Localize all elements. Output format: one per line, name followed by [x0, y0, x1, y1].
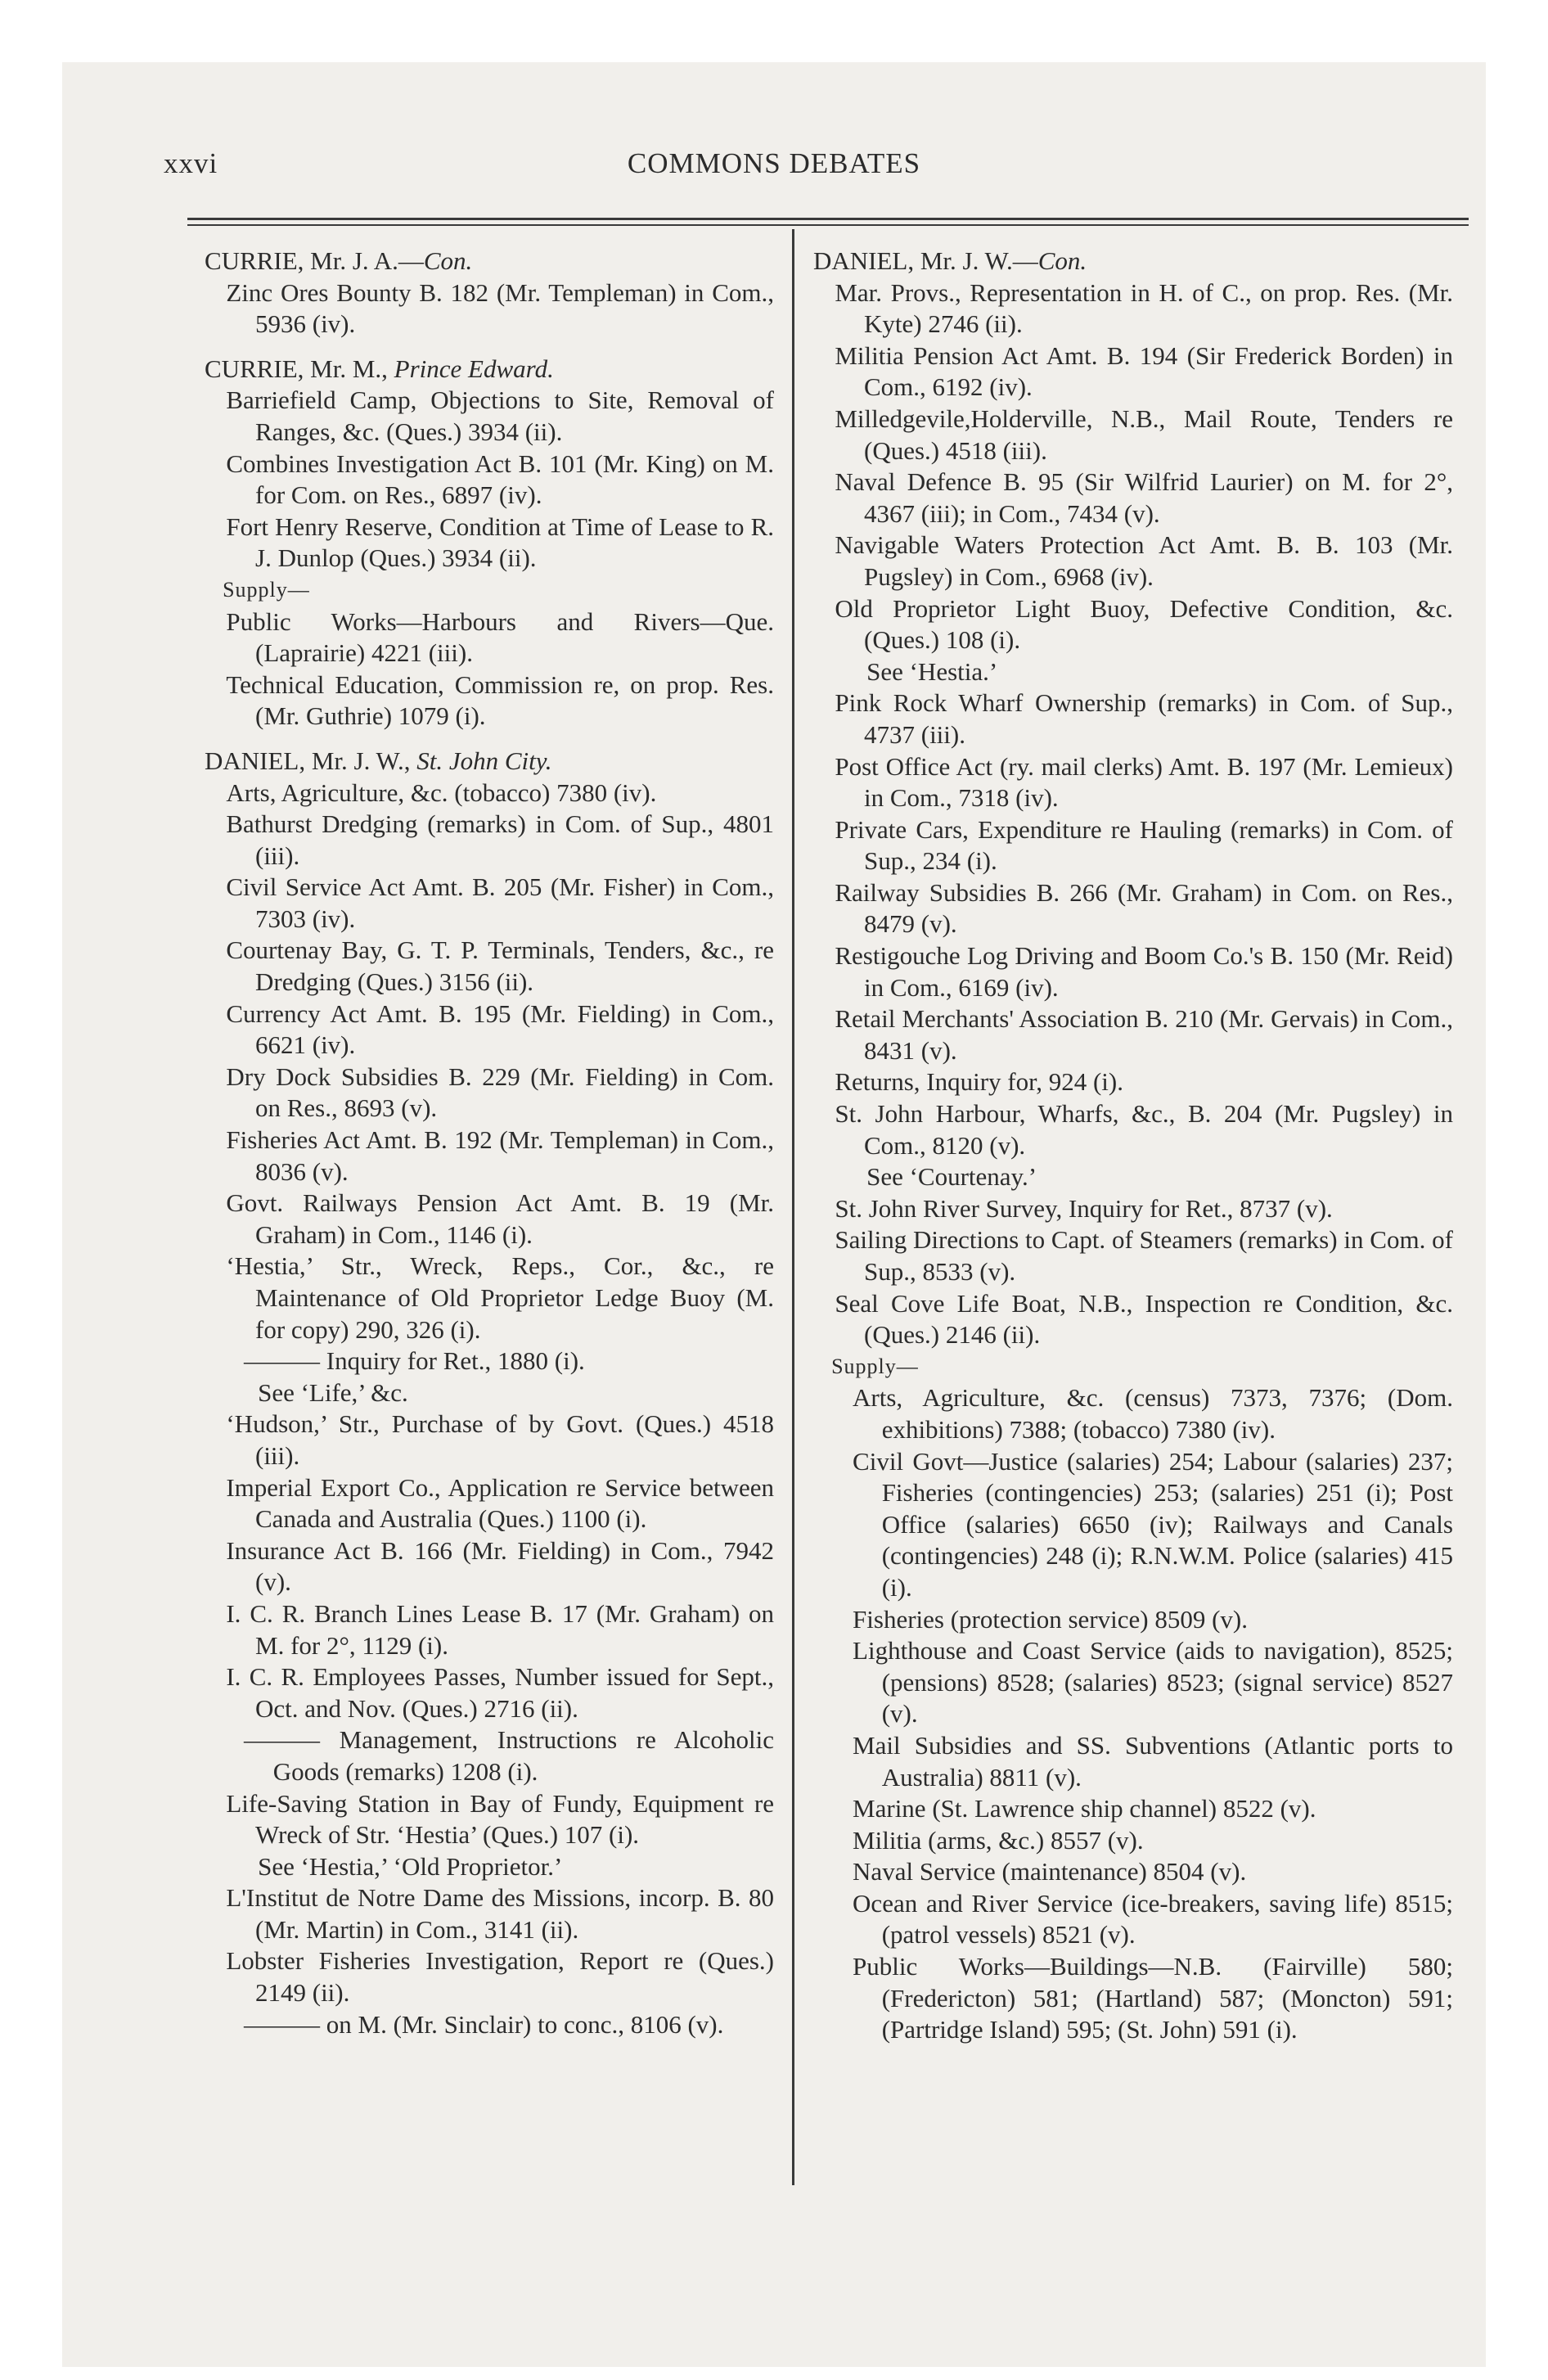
index-entry — [813, 1003, 1453, 1066]
index-entry — [813, 1193, 1453, 1225]
index-entry — [205, 1945, 774, 2008]
entry-text: Currency Act Amt. B. 195 (Mr. Fielding) in Com., 6621 (iv). — [226, 998, 774, 1060]
index-entry — [205, 1788, 774, 1851]
entry-text: Old Proprietor Light Buoy, Defective Condition, &c. (Ques.) 108 (i). — [835, 593, 1453, 655]
index-entry — [205, 1062, 774, 1125]
entry-text: CURRIE, Mr. M., — [205, 354, 394, 383]
member-heading — [205, 246, 774, 277]
entry-text: Militia (arms, &c.) 8557 (v). — [853, 1825, 1144, 1855]
index-subentry — [205, 1724, 774, 1787]
entry-text: Fort Henry Reserve, Condition at Time of Lease to R. J. Dunlop (Ques.) 3934 (ii). — [226, 512, 774, 573]
index-subentry — [813, 1951, 1453, 2046]
left-column — [205, 246, 774, 2040]
index-entry — [813, 1224, 1453, 1287]
entry-text: Fisheries Act Amt. B. 192 (Mr. Templeman) in Com., 8036 (v). — [226, 1125, 774, 1186]
entry-text: Navigable Waters Protection Act Amt. B. B. 103 (Mr. Pugsley) in Com., 6968 (iv). — [835, 530, 1453, 591]
entry-text: See ‘Courtenay.’ — [866, 1162, 1037, 1192]
index-subentry — [813, 1888, 1453, 1951]
entry-text: Returns, Inquiry for, 924 (i). — [835, 1067, 1123, 1097]
index-entry — [813, 530, 1453, 593]
constituency: Con. — [423, 246, 473, 275]
cross-reference — [813, 1161, 1453, 1193]
entry-text: DANIEL, Mr. J. W.— — [813, 246, 1038, 275]
entry-text: Civil Service Act Amt. B. 205 (Mr. Fisher) in Com., 7303 (iv). — [226, 872, 774, 933]
entry-text: ——— on M. (Mr. Sinclair) to conc., 8106 (v). — [244, 2009, 724, 2039]
entry-text: ‘Hestia,’ Str., Wreck, Reps., Cor., &c., re Maintenance of Old Proprietor Ledge Buoy (M. for copy) 290, 326 (i). — [226, 1251, 774, 1344]
entry-text: Naval Defence B. 95 (Sir Wilfrid Laurier) on M. for 2°, 4367 (iii); in Com., 7434 (v). — [835, 467, 1453, 528]
index-entry — [813, 467, 1453, 530]
entry-text: Retail Merchants' Association B. 210 (Mr. Gervais) in Com., 8431 (v). — [835, 1004, 1453, 1065]
entry-text: Pink Rock Wharf Ownership (remarks) in Com. of Sup., 4737 (iii). — [835, 688, 1453, 749]
index-entry — [205, 935, 774, 998]
entry-text: St. John Harbour, Wharfs, &c., B. 204 (Mr. Pugsley) in Com., 8120 (v). — [835, 1099, 1453, 1160]
entry-text: Combines Investigation Act B. 101 (Mr. King) on M. for Com. on Res., 6897 (iv). — [226, 449, 774, 510]
entry-text: ——— Inquiry for Ret., 1880 (i). — [244, 1346, 585, 1376]
index-entry — [813, 340, 1453, 403]
entry-text: Courtenay Bay, G. T. P. Terminals, Tenders, &c., re Dredging (Ques.) 3156 (ii). — [226, 935, 774, 997]
index-entry — [813, 751, 1453, 814]
index-entry — [205, 606, 774, 669]
entry-text: Restigouche Log Driving and Boom Co.'s B. 150 (Mr. Reid) in Com., 6169 (iv). — [835, 941, 1453, 1002]
index-subentry — [813, 1793, 1453, 1825]
index-entry — [813, 403, 1453, 467]
index-subentry — [813, 1856, 1453, 1888]
entry-text: Private Cars, Expenditure re Hauling (remarks) in Com. of Sup., 234 (i). — [835, 814, 1453, 876]
member-heading — [205, 746, 774, 778]
column-divider — [792, 229, 794, 2185]
index-entry — [205, 872, 774, 935]
index-entry — [205, 809, 774, 872]
index-subentry — [205, 2009, 774, 2041]
entry-text: Lobster Fisheries Investigation, Report re (Ques.) 2149 (ii). — [226, 1946, 774, 2008]
index-entry — [205, 512, 774, 575]
entry-text: Mail Subsidies and SS. Subventions (Atlantic ports to Australia) 8811 (v). — [853, 1730, 1453, 1792]
entry-text: Arts, Agriculture, &c. (tobacco) 7380 (iv). — [226, 778, 657, 807]
index-entry — [813, 814, 1453, 877]
entry-text: See ‘Life,’ &c. — [258, 1377, 408, 1407]
constituency: Prince Edward. — [394, 354, 554, 383]
entry-text: Life-Saving Station in Bay of Fundy, Equipment re Wreck of Str. ‘Hestia’ (Ques.) 107 (i). — [226, 1788, 774, 1850]
header-rule — [187, 218, 1469, 220]
entry-text: Civil Govt—Justice (salaries) 254; Labour (salaries) 237; Fisheries (contingencies) 253; (salaries) 251 (i); Post Office (salaries) 6650 (iv); Railways and Canals (contingencies) 248 (i); R.N.W.M. Police (salaries) 415 (i). — [853, 1446, 1453, 1602]
cross-reference — [205, 1851, 774, 1883]
entry-text: Mar. Provs., Representation in H. of C., on prop. Res. (Mr. Kyte) 2746 (ii). — [835, 277, 1453, 339]
entry-text: DANIEL, Mr. J. W., — [205, 746, 417, 775]
entry-text: Bathurst Dredging (remarks) in Com. of Sup., 4801 (iii). — [226, 809, 774, 870]
index-entry — [205, 1661, 774, 1724]
index-entry — [205, 385, 774, 448]
page-header — [62, 147, 1486, 188]
index-subentry — [813, 1604, 1453, 1636]
index-entry — [205, 1251, 774, 1346]
entry-text: I. C. R. Employees Passes, Number issued for Sept., Oct. and Nov. (Ques.) 2716 (ii). — [226, 1662, 774, 1723]
index-entry — [205, 1125, 774, 1188]
entry-text: Public Works—Buildings—N.B. (Fairville) 580; (Fredericton) 581; (Hartland) 587; (Moncton) 591; (Partridge Island) 595; (St. John) 591 (i). — [853, 1952, 1453, 2044]
cross-reference — [813, 656, 1453, 688]
index-subentry — [813, 1635, 1453, 1730]
entry-text: Railway Subsidies B. 266 (Mr. Graham) in Com. on Res., 8479 (v). — [835, 877, 1453, 939]
entry-text: Technical Education, Commission re, on prop. Res. (Mr. Guthrie) 1079 (i). — [226, 669, 774, 731]
entry-text: Seal Cove Life Boat, N.B., Inspection re Condition, &c. (Ques.) 2146 (ii). — [835, 1288, 1453, 1350]
entry-text: Insurance Act B. 166 (Mr. Fielding) in Com., 7942 (v). — [226, 1535, 774, 1597]
index-entry — [205, 998, 774, 1062]
entry-text: Arts, Agriculture, &c. (census) 7373, 7376; (Dom. exhibitions) 7388; (tobacco) 7380 (iv). — [853, 1383, 1453, 1444]
index-entry — [813, 1288, 1453, 1351]
entry-text: Marine (St. Lawrence ship channel) 8522 (v). — [853, 1794, 1316, 1823]
index-subentry — [813, 1382, 1453, 1445]
index-entry — [813, 940, 1453, 1003]
index-entry — [813, 1066, 1453, 1098]
entry-text: ——— Management, Instructions re Alcoholic Goods (remarks) 1208 (i). — [244, 1725, 774, 1786]
constituency: St. John City. — [416, 746, 552, 775]
entry-text: Supply— — [223, 577, 310, 602]
entry-text: Zinc Ores Bounty B. 182 (Mr. Templeman) in Com., 5936 (iv). — [226, 277, 774, 339]
entry-text: Ocean and River Service (ice-breakers, saving life) 8515; (patrol vessels) 8521 (v). — [853, 1888, 1453, 1950]
entry-text: Fisheries (protection service) 8509 (v). — [853, 1604, 1248, 1634]
entry-text: Dry Dock Subsidies B. 229 (Mr. Fielding) in Com. on Res., 8693 (v). — [226, 1062, 774, 1123]
index-subentry — [813, 1730, 1453, 1793]
cross-reference — [205, 1377, 774, 1409]
index-entry — [205, 1409, 774, 1472]
page-title: COMMONS DEBATES — [627, 147, 921, 179]
index-subentry — [813, 1446, 1453, 1604]
index-entry — [205, 778, 774, 809]
index-subentry — [205, 1346, 774, 1377]
entry-text: L'Institut de Notre Dame des Missions, incorp. B. 80 (Mr. Martin) in Com., 3141 (ii). — [226, 1883, 774, 1944]
entry-text: Post Office Act (ry. mail clerks) Amt. B. 197 (Mr. Lemieux) in Com., 7318 (iv). — [835, 751, 1453, 813]
index-entry — [205, 1535, 774, 1598]
page-number: xxvi — [164, 147, 218, 179]
entry-text: Imperial Export Co., Application re Service between Canada and Australia (Ques.) 1100 (i). — [226, 1472, 774, 1534]
index-entry — [813, 593, 1453, 656]
index-entry — [813, 277, 1453, 340]
entry-text: Public Works—Harbours and Rivers—Que. (Laprairie) 4221 (iii). — [226, 606, 774, 668]
index-entry — [205, 1472, 774, 1535]
entry-text: Lighthouse and Coast Service (aids to navigation), 8525; (pensions) 8528; (salaries) 8523; (signal service) 8527 (v). — [853, 1636, 1453, 1729]
member-heading — [813, 246, 1453, 277]
index-entry — [813, 1098, 1453, 1161]
entry-text: Milledgevile,Holderville, N.B., Mail Route, Tenders re (Ques.) 4518 (iii). — [835, 403, 1453, 465]
entry-text: Govt. Railways Pension Act Amt. B. 19 (Mr. Graham) in Com., 1146 (i). — [226, 1188, 774, 1249]
entry-text: Militia Pension Act Amt. B. 194 (Sir Frederick Borden) in Com., 6192 (iv). — [835, 340, 1453, 402]
index-entry — [205, 449, 774, 512]
right-column — [813, 246, 1453, 2046]
entry-text: See ‘Hestia,’ ‘Old Proprietor.’ — [258, 1851, 563, 1881]
index-entry — [205, 1882, 774, 1945]
entry-text: St. John River Survey, Inquiry for Ret., 8737 (v). — [835, 1193, 1333, 1223]
entry-text: Naval Service (maintenance) 8504 (v). — [853, 1857, 1247, 1886]
entry-text: CURRIE, Mr. J. A.— — [205, 246, 424, 275]
section-label — [813, 1351, 1453, 1383]
entry-text: Barriefield Camp, Objections to Site, Removal of Ranges, &c. (Ques.) 3934 (ii). — [226, 385, 774, 446]
index-entry — [813, 687, 1453, 751]
entry-text: Sailing Directions to Capt. of Steamers (remarks) in Com. of Sup., 8533 (v). — [835, 1225, 1453, 1286]
page — [62, 62, 1486, 2367]
index-entry — [205, 277, 774, 340]
index-entry — [205, 1188, 774, 1251]
index-entry — [205, 1598, 774, 1661]
constituency: Con. — [1037, 246, 1087, 275]
index-subentry — [813, 1825, 1453, 1857]
header-rule-thin — [187, 224, 1469, 226]
entry-text: Supply— — [831, 1354, 919, 1378]
entry-text: I. C. R. Branch Lines Lease B. 17 (Mr. Graham) on M. for 2°, 1129 (i). — [226, 1598, 774, 1660]
entry-text: See ‘Hestia.’ — [866, 656, 998, 686]
member-heading — [205, 354, 774, 385]
index-entry — [813, 877, 1453, 940]
index-entry — [205, 669, 774, 732]
entry-text: ‘Hudson,’ Str., Purchase of by Govt. (Ques.) 4518 (iii). — [226, 1409, 774, 1470]
section-label — [205, 575, 774, 606]
